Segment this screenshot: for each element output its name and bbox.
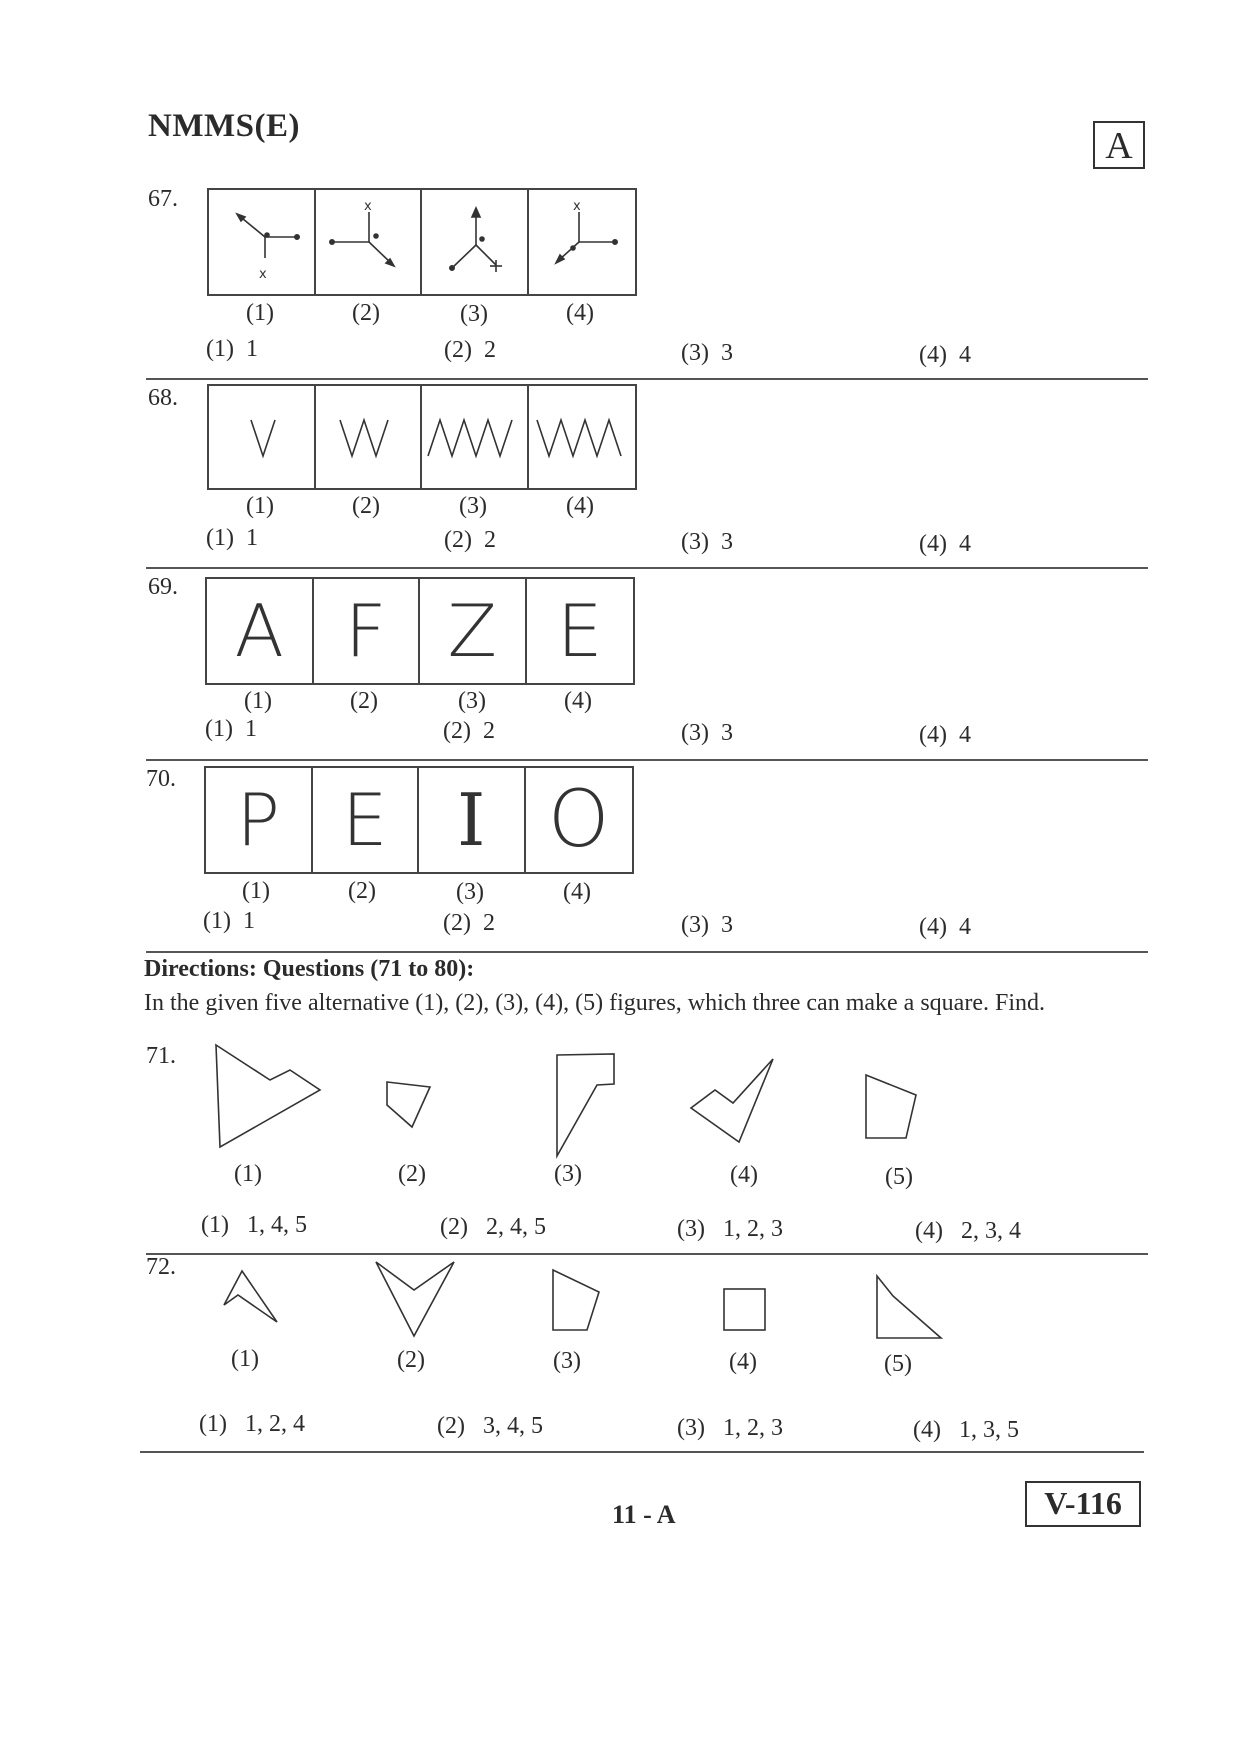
zigzag-2-icon: [316, 386, 423, 488]
answer-option[interactable]: (3) 3: [681, 912, 733, 938]
figure-label: (4): [564, 688, 592, 714]
figure-label: (1): [242, 878, 270, 904]
check-shape-icon: [685, 1055, 785, 1145]
question-number: 69.: [148, 574, 178, 600]
figure-cell: [422, 190, 529, 294]
fork-figure-icon: [529, 190, 636, 294]
pentagon-shape-icon: [548, 1265, 605, 1335]
figure-cell: [209, 386, 316, 488]
hook-shape-icon: [550, 1050, 620, 1165]
answer-option[interactable]: (4) 4: [919, 342, 971, 368]
polygon-shape-icon: [200, 1035, 330, 1155]
figure-label: (1): [246, 493, 274, 519]
fork-figure-icon: [316, 190, 423, 294]
figure-cell: [529, 386, 636, 488]
figure-cell: [526, 768, 633, 872]
figure-label: (3): [456, 879, 484, 905]
answer-option[interactable]: (1) 1, 4, 5: [201, 1212, 307, 1238]
paper-code-box: [1025, 1481, 1141, 1527]
figure-label: (4): [563, 879, 591, 905]
figure-label: (2): [348, 878, 376, 904]
figure-cell: [529, 190, 636, 294]
answer-option[interactable]: (2) 2: [444, 527, 496, 553]
figure-label: (2): [397, 1347, 425, 1373]
answer-option[interactable]: (3) 3: [681, 340, 733, 366]
figure-strip: [204, 766, 634, 874]
figure-label: (5): [884, 1351, 912, 1377]
answer-option[interactable]: (3) 3: [681, 720, 733, 746]
question-number: 72.: [146, 1254, 176, 1280]
answer-option[interactable]: (1) 1: [206, 525, 258, 551]
figure-label: (3): [459, 493, 487, 519]
answer-option[interactable]: (4) 1, 3, 5: [913, 1417, 1019, 1443]
figure-label: (1): [231, 1346, 259, 1372]
figure-cell: [206, 768, 313, 872]
figure-cell: [316, 386, 423, 488]
answer-option[interactable]: (4) 4: [919, 722, 971, 748]
triangle-shape-icon: [873, 1272, 948, 1342]
figure-label: (3): [553, 1348, 581, 1374]
cell-letter: O: [548, 775, 610, 865]
answer-option[interactable]: (1) 1: [205, 716, 257, 742]
figure-cell: [209, 190, 316, 294]
figure-label: (3): [460, 301, 488, 327]
answer-option[interactable]: (3) 1, 2, 3: [677, 1216, 783, 1242]
fork-figure-icon: [422, 190, 529, 294]
divider: [146, 1253, 1148, 1255]
arrowhead-shape-icon: [218, 1265, 283, 1335]
divider: [140, 1451, 1144, 1453]
figure-label: (2): [352, 300, 380, 326]
cell-letter: I: [457, 778, 486, 862]
answer-option[interactable]: (2) 3, 4, 5: [437, 1413, 543, 1439]
svg-text:x: x: [259, 267, 267, 282]
question-number: 68.: [148, 385, 178, 411]
figure-label: (2): [398, 1161, 426, 1187]
figure-cell: [316, 190, 423, 294]
svg-text:x: x: [572, 199, 581, 214]
cell-letter: E: [342, 778, 388, 862]
directions-heading: Directions: Questions (71 to 80):: [144, 956, 475, 982]
figure-cell: [527, 579, 634, 683]
zigzag-4-icon: [529, 386, 636, 488]
zigzag-1-icon: [209, 386, 316, 488]
question-number: 70.: [146, 766, 176, 792]
figure-cell: [422, 386, 529, 488]
figure-label: (5): [885, 1164, 913, 1190]
figure-label: (3): [458, 688, 486, 714]
page-number: 11 - A: [612, 1500, 676, 1529]
fork-figure-icon: [209, 190, 316, 294]
divider: [146, 951, 1148, 953]
cell-letter: A: [234, 589, 284, 673]
answer-option[interactable]: (2) 2: [443, 910, 495, 936]
figure-cell: [314, 579, 421, 683]
figure-strip: [207, 384, 637, 490]
square-shape-icon: [722, 1287, 767, 1332]
pentagon-shape-icon: [860, 1070, 930, 1145]
answer-option[interactable]: (2) 2: [443, 718, 495, 744]
figure-label: (4): [729, 1349, 757, 1375]
answer-option[interactable]: (2) 2: [444, 337, 496, 363]
figure-label: (2): [350, 688, 378, 714]
divider: [146, 567, 1148, 569]
answer-option[interactable]: (1) 1: [203, 908, 255, 934]
cell-letter: E: [557, 589, 603, 673]
v-shape-icon: [372, 1258, 457, 1338]
set-code: A: [1105, 125, 1133, 167]
zigzag-3-icon: [422, 386, 529, 488]
svg-text:x: x: [363, 199, 372, 214]
figure-label: (1): [244, 688, 272, 714]
figure-label: (4): [730, 1162, 758, 1188]
cell-letter: P: [236, 778, 280, 862]
answer-option[interactable]: (4) 4: [919, 531, 971, 557]
question-number: 71.: [146, 1043, 176, 1069]
cell-letter: F: [345, 589, 387, 673]
paper-code: V-116: [1044, 1485, 1122, 1521]
answer-option[interactable]: (4) 2, 3, 4: [915, 1218, 1021, 1244]
answer-option[interactable]: (3) 1, 2, 3: [677, 1415, 783, 1441]
figure-cell: [419, 768, 526, 872]
exam-title: NMMS(E): [148, 108, 300, 144]
figure-label: (4): [566, 300, 594, 326]
figure-cell: [313, 768, 420, 872]
answer-option[interactable]: (1) 1: [206, 336, 258, 362]
figure-cell: [420, 579, 527, 683]
figure-label: (2): [352, 493, 380, 519]
figure-label: (3): [554, 1161, 582, 1187]
directions-text: In the given five alternative (1), (2), (3), (4), (5) figures, which three can make a square. Find.: [144, 990, 1045, 1016]
answer-option[interactable]: (3) 3: [681, 529, 733, 555]
question-number: 67.: [148, 186, 178, 212]
quadrilateral-shape-icon: [380, 1075, 440, 1135]
cell-letter: Z: [447, 589, 497, 673]
figure-strip: [207, 188, 637, 296]
answer-option[interactable]: (1) 1, 2, 4: [199, 1411, 305, 1437]
figure-label: (4): [566, 493, 594, 519]
divider: [146, 759, 1148, 761]
set-code-box: [1093, 121, 1145, 169]
figure-label: (1): [234, 1161, 262, 1187]
answer-option[interactable]: (2) 2, 4, 5: [440, 1214, 546, 1240]
figure-label: (1): [246, 300, 274, 326]
divider: [146, 378, 1148, 380]
figure-strip: [205, 577, 635, 685]
figure-cell: [207, 579, 314, 683]
answer-option[interactable]: (4) 4: [919, 914, 971, 940]
